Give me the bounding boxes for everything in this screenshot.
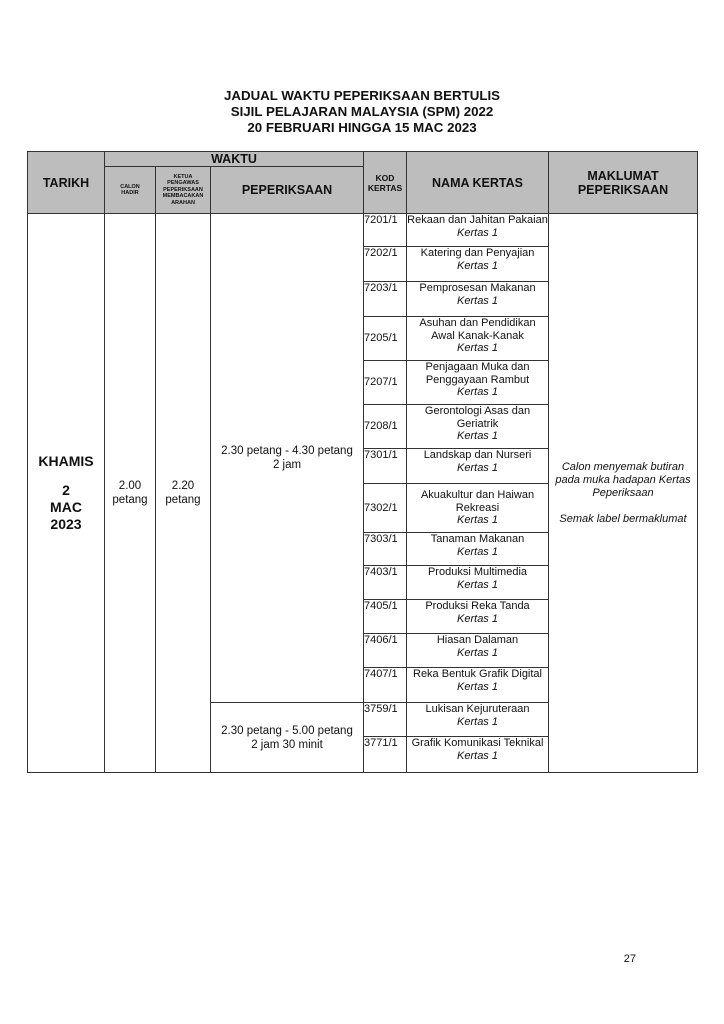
paper-name-line: Rekaan dan Jahitan Pakaian (407, 214, 548, 226)
ketua-pengawas-cell (156, 214, 211, 773)
calon-hadir-cell (105, 214, 156, 773)
paper-name-cell (407, 484, 549, 533)
paper-code: 7201/1 (364, 214, 407, 247)
paper-name-line: Lukisan Kejuruteraan (425, 703, 530, 715)
paper-kertas: Kertas 1 (457, 680, 498, 693)
paper-code: 7207/1 (364, 361, 407, 405)
paper-kertas: Kertas 1 (457, 646, 498, 659)
session-2-duration: 2 jam 30 minit (251, 738, 323, 751)
ketua-pengawas-period: petang (165, 494, 201, 506)
header-calon-hadir (105, 167, 156, 214)
paper-name-line: Produksi Reka Tanda (425, 600, 530, 612)
maklumat-line-3: Peperiksaan (592, 486, 654, 499)
table-row (28, 214, 698, 247)
paper-code: 7405/1 (364, 600, 407, 634)
paper-code: 7203/1 (364, 282, 407, 317)
paper-name-line: Tanaman Makanan (430, 533, 525, 545)
paper-name-cell (407, 737, 549, 773)
paper-kertas: Kertas 1 (457, 545, 498, 558)
paper-code: 3771/1 (364, 737, 407, 773)
header-tarikh: TARIKH (28, 152, 105, 214)
paper-name-cell (407, 668, 549, 703)
session-1-cell (211, 214, 364, 703)
paper-kertas: Kertas 1 (457, 226, 498, 239)
maklumat-line-1: Calon menyemak butiran (561, 460, 685, 473)
header-kod-kertas-label: KOD KERTAS (367, 172, 403, 193)
paper-name-line: Geriatrik (456, 417, 499, 430)
date-cell (28, 214, 105, 773)
page-number: 27 (623, 953, 636, 965)
paper-kertas: Kertas 1 (457, 715, 498, 728)
paper-name-line: Katering dan Penyajian (420, 247, 535, 259)
paper-code: 3759/1 (364, 703, 407, 737)
paper-code: 7407/1 (364, 668, 407, 703)
paper-code: 7205/1 (364, 317, 407, 361)
paper-code: 7406/1 (364, 634, 407, 668)
paper-name-cell (407, 634, 549, 668)
paper-name-cell (407, 566, 549, 600)
title-line-1: JADUAL WAKTU PEPERIKSAAN BERTULIS (223, 88, 501, 103)
paper-name-line: Landskap dan Nurseri (423, 449, 532, 461)
header-kod-kertas (364, 152, 407, 214)
header-maklumat-label: MAKLUMAT PEPERIKSAAN (577, 168, 669, 197)
paper-name-cell (407, 317, 549, 361)
paper-kertas: Kertas 1 (457, 749, 498, 762)
maklumat-cell (549, 214, 698, 773)
paper-name-cell (407, 214, 549, 247)
date-year: 2023 (50, 516, 82, 532)
header-peperiksaan: PEPERIKSAAN (211, 167, 364, 214)
exam-schedule-table (27, 151, 698, 773)
session-1-time: 2.30 petang - 4.30 petang (221, 445, 353, 457)
session-1-duration: 2 jam (272, 459, 302, 471)
paper-name-cell (407, 282, 549, 317)
header-ketua-pengawas (156, 167, 211, 214)
title-line-3: 20 FEBRUARI HINGGA 15 MAC 2023 (247, 120, 477, 135)
paper-kertas: Kertas 1 (457, 386, 498, 398)
paper-kertas: Kertas 1 (457, 294, 498, 307)
paper-name-cell (407, 600, 549, 634)
paper-name-cell (407, 533, 549, 566)
paper-code: 7303/1 (364, 533, 407, 566)
paper-kertas: Kertas 1 (457, 612, 498, 625)
document-title (0, 88, 724, 136)
paper-kertas: Kertas 1 (457, 342, 498, 354)
header-waktu: WAKTU (105, 152, 364, 167)
paper-kertas: Kertas 1 (457, 259, 498, 272)
paper-kertas: Kertas 1 (457, 514, 498, 527)
date-day: KHAMIS (38, 453, 94, 469)
paper-name-line: Hiasan Dalaman (436, 634, 519, 646)
paper-code: 7208/1 (364, 405, 407, 449)
paper-name-cell (407, 449, 549, 484)
calon-hadir-time: 2.00 (118, 480, 142, 492)
paper-kertas: Kertas 1 (457, 461, 498, 474)
paper-name-line: Penjagaan Muka dan (425, 361, 530, 373)
paper-code: 7302/1 (364, 484, 407, 533)
paper-name-line: Rekreasi (455, 501, 500, 514)
paper-name-line: Akuakultur dan Haiwan (420, 489, 535, 502)
maklumat-line-2: pada muka hadapan Kertas (555, 473, 691, 486)
paper-name-line: Penggayaan Rambut (425, 373, 530, 386)
header-nama-kertas: NAMA KERTAS (407, 152, 549, 214)
schedule-body (28, 214, 698, 773)
header-ketua-pengawas-label: KETUA PENGAWAS PEPERIKSAAN MEMBACAKAN ARAHAN (162, 173, 204, 206)
session-2-time: 2.30 petang - 5.00 petang (221, 724, 353, 737)
paper-name-line: Asuhan dan Pendidikan (419, 317, 536, 329)
date-month: MAC (50, 499, 82, 515)
paper-code: 7202/1 (364, 247, 407, 282)
maklumat-line-4: Semak label bermaklumat (559, 512, 687, 525)
paper-name-cell (407, 247, 549, 282)
maklumat-spacer (549, 500, 697, 513)
paper-name-line: Gerontologi Asas dan (424, 405, 531, 417)
paper-kertas: Kertas 1 (457, 578, 498, 591)
paper-name-cell (407, 703, 549, 737)
session-2-cell (211, 703, 364, 773)
paper-kertas: Kertas 1 (457, 430, 498, 442)
date-number: 2 (62, 482, 70, 498)
paper-code: 7301/1 (364, 449, 407, 484)
header-maklumat (549, 152, 698, 214)
paper-name-line: Reka Bentuk Grafik Digital (413, 668, 542, 680)
ketua-pengawas-time: 2.20 (171, 480, 195, 492)
paper-name-line: Grafik Komunikasi Teknikal (411, 737, 544, 749)
paper-code: 7403/1 (364, 566, 407, 600)
calon-hadir-period: petang (112, 494, 148, 506)
paper-name-line: Pemprosesan Makanan (419, 282, 536, 294)
paper-name-cell (407, 405, 549, 449)
title-line-2: SIJIL PELAJARAN MALAYSIA (SPM) 2022 (230, 104, 494, 119)
paper-name-cell (407, 361, 549, 405)
header-calon-hadir-label: CALON HADIR (120, 183, 140, 196)
paper-name-line: Awal Kanak-Kanak (431, 329, 524, 342)
paper-name-line: Produksi Multimedia (427, 566, 528, 578)
